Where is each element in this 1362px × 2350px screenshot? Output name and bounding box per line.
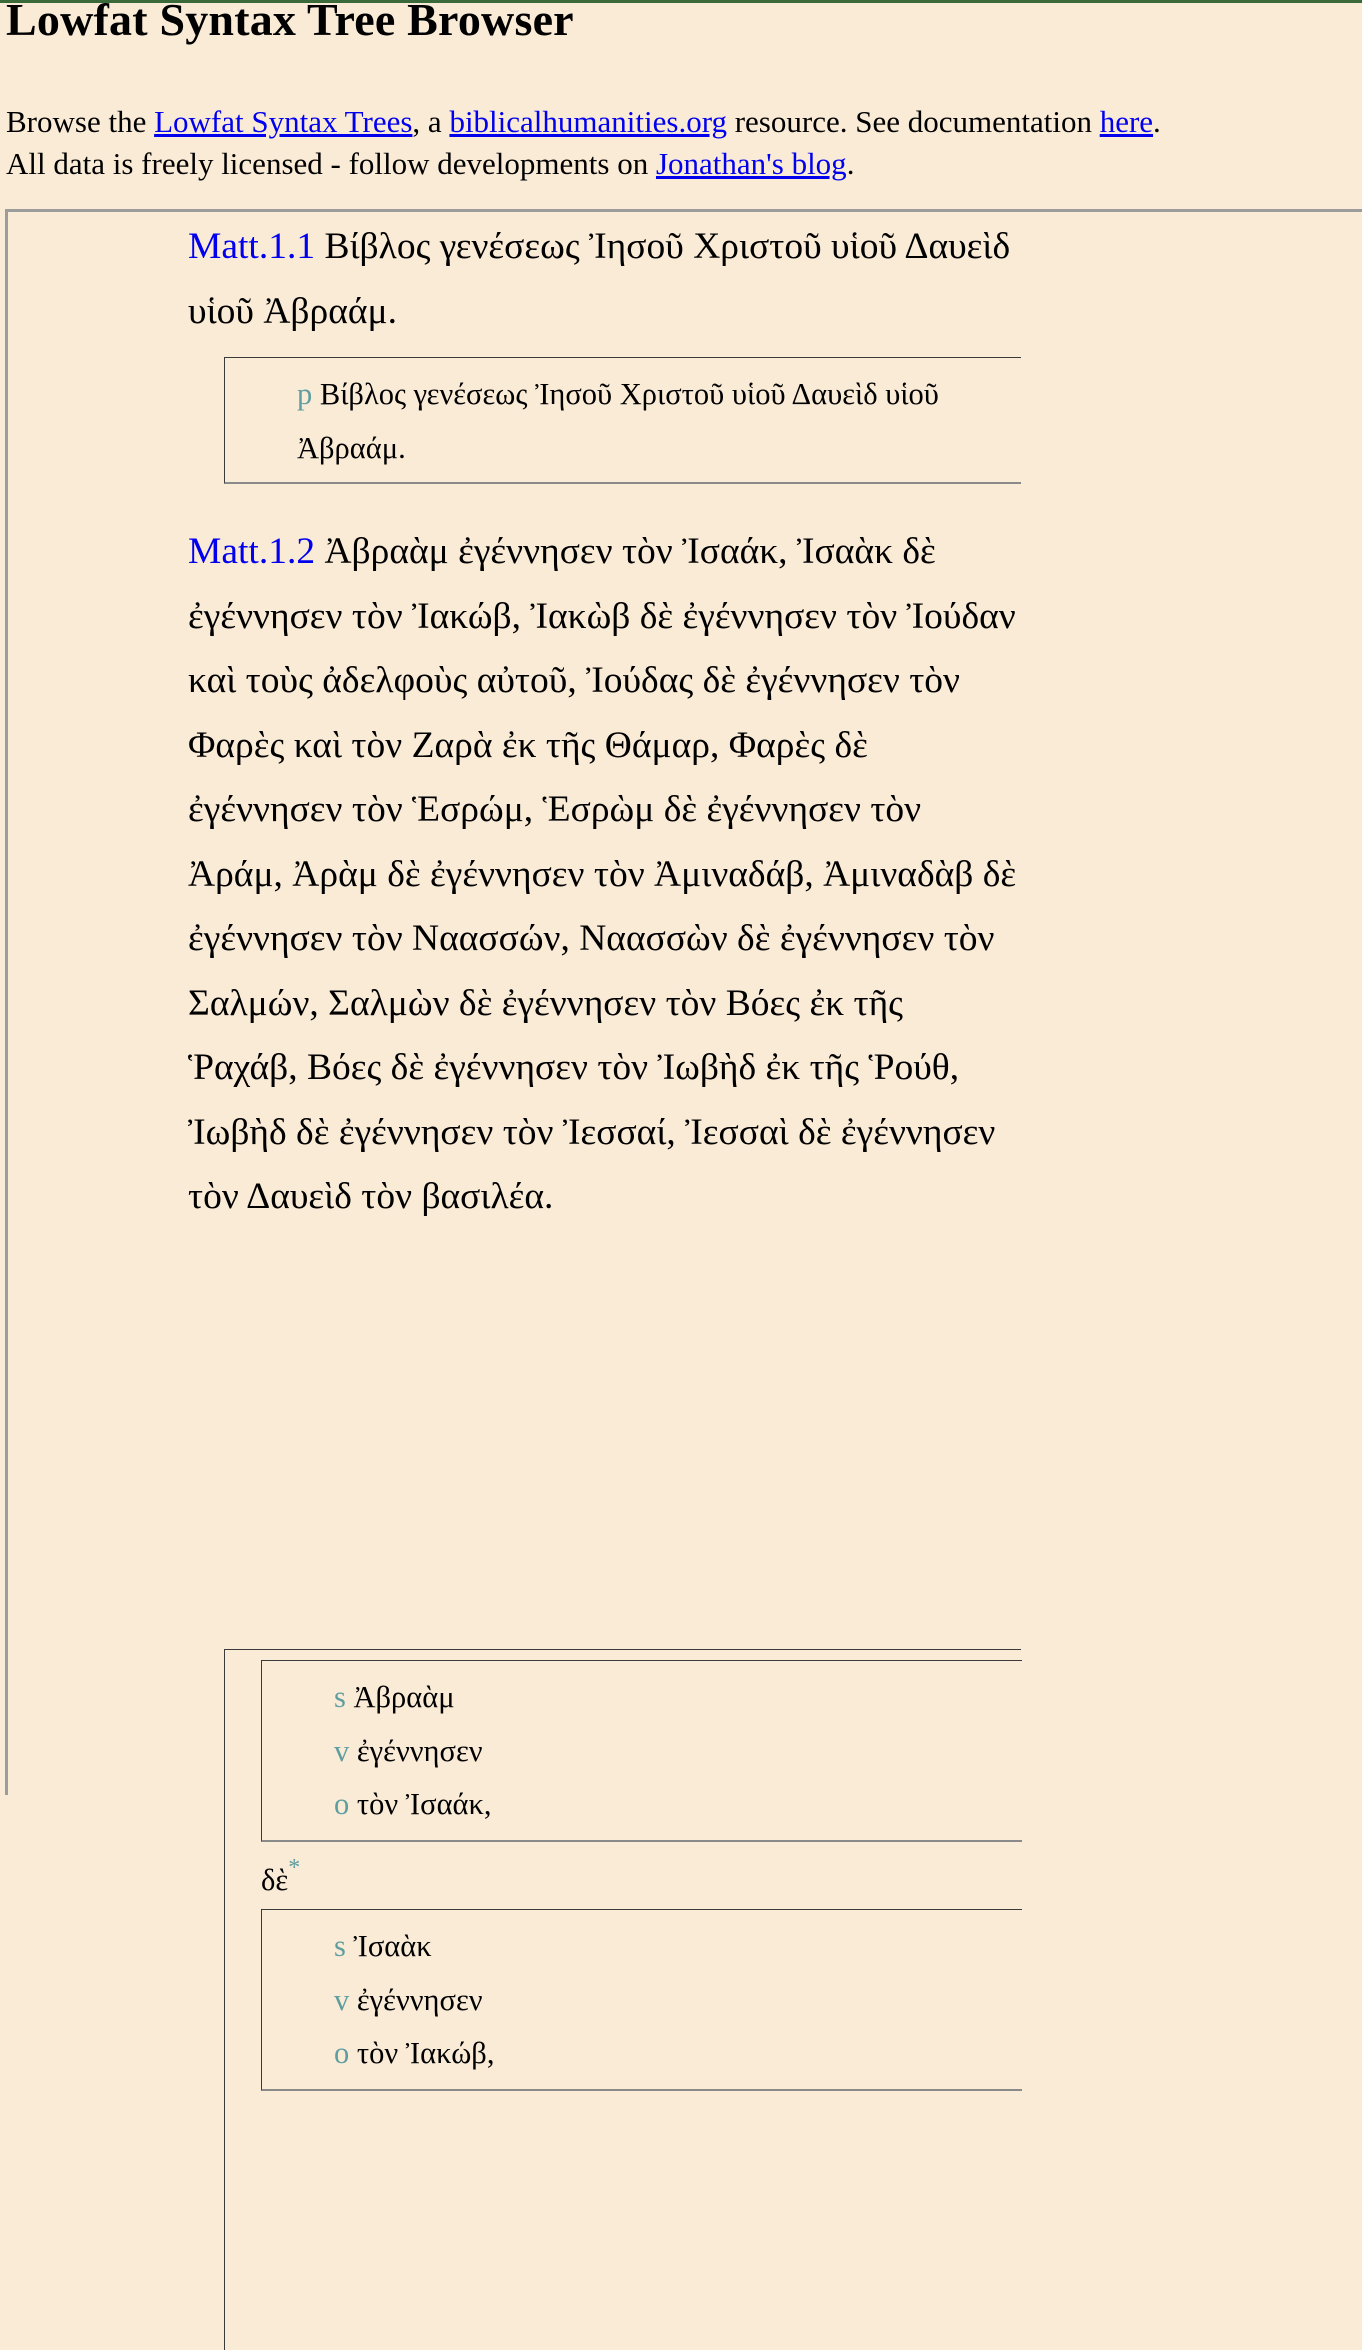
intro-text-segment: , a <box>412 104 450 139</box>
role-label: v <box>334 1733 350 1768</box>
clause-greek-text: ἐγέννησεν <box>356 1982 483 2017</box>
verse-block <box>188 520 1020 2070</box>
clause-line-verb <box>334 1725 492 1779</box>
clause-line-subject <box>334 1671 492 1725</box>
clause-greek-text: τὸν Ἰακώβ, <box>356 2036 495 2070</box>
verse-ref-link[interactable]: Matt.1.2 <box>188 531 316 572</box>
page-title: Lowfat Syntax Tree Browser <box>6 0 574 45</box>
conjunction <box>261 1846 300 1908</box>
intro-line-2 <box>6 143 1161 185</box>
role-label: p <box>297 377 313 411</box>
clause-greek-text: τὸν Ἰσαάκ, <box>356 1787 492 1821</box>
intro-text-segment: resource. See documentation <box>726 104 1100 139</box>
role-label: o <box>334 1787 350 1821</box>
role-label: s <box>334 1680 346 1714</box>
verse-text <box>188 215 1020 344</box>
asterisk-icon: * <box>288 1855 301 1881</box>
clause-line <box>297 368 997 475</box>
lowfat-syntax-trees-link[interactable]: Lowfat Syntax Trees <box>154 104 413 139</box>
clause-line-verb <box>334 1974 494 2028</box>
intro-text-segment: . <box>1153 104 1161 139</box>
role-label: s <box>334 1929 346 1963</box>
documentation-link[interactable]: here <box>1099 104 1154 139</box>
clause-group-box <box>224 1649 1021 2350</box>
role-label: o <box>334 2036 350 2070</box>
syntax-tree-container <box>5 209 1362 2070</box>
intro-line-1 <box>6 101 1161 143</box>
verse-greek-text: Βίβλος γενέσεως Ἰησοῦ Χριστοῦ υἱοῦ Δαυεὶδ υἱοῦ Ἀβραάμ. <box>188 226 1011 332</box>
clause-greek-text: ἐγέννησεν <box>356 1733 483 1768</box>
clause-lines <box>334 1671 492 1832</box>
intro-text-segment: Browse the <box>6 104 155 139</box>
clause-lines <box>334 1920 494 2081</box>
biblicalhumanities-link[interactable]: biblicalhumanities.org <box>449 104 727 139</box>
intro-text-segment: All data is freely licensed - follow developments on <box>6 146 656 181</box>
verse-block <box>188 215 1020 465</box>
intro-text-segment: . <box>846 146 855 181</box>
clause-line-object <box>334 2027 494 2081</box>
clause-box <box>261 1660 1022 1842</box>
jonathans-blog-link[interactable]: Jonathan's blog <box>655 146 847 181</box>
verse-ref-link[interactable]: Matt.1.1 <box>188 226 316 267</box>
verse-greek-text: Ἀβραὰμ ἐγέννησεν τὸν Ἰσαάκ, Ἰσαὰκ δὲ ἐγέννησεν τὸν Ἰακώβ, Ἰακὼβ δὲ ἐγέννησεν τὸν Ἰούδαν καὶ τοὺς ἀδελφοὺς αὐτοῦ, Ἰούδας δὲ ἐγέννησεν τὸν Φαρὲς καὶ τὸν Ζαρὰ ἐκ τῆς Θάμαρ, Φαρὲς δὲ ἐγέννησεν τὸν Ἑσρώμ, Ἑσρὼμ δὲ ἐγέννησεν τὸν Ἀράμ, Ἀρὰμ δὲ ἐγέννησεν τὸν Ἀμιναδάβ, Ἀμιναδὰβ δὲ ἐγέννησεν τὸν Ναασσών, Ναασσὼν δὲ ἐγέννησεν τὸν Σαλμών, Σαλμὼν δὲ ἐγέννησεν τὸν Βόες ἐκ τῆς Ῥαχάβ, Βόες δὲ ἐγέννησεν τὸν Ἰωβὴδ ἐκ τῆς Ῥούθ, Ἰωβὴδ δὲ ἐγέννησεν τὸν Ἰεσσαί, Ἰεσσαὶ δὲ ἐγέννησεν τὸν Δαυεὶδ τὸν βασιλέα. <box>188 531 1017 1217</box>
role-label: v <box>334 1982 350 2017</box>
intro-text <box>6 101 1161 185</box>
verse-text <box>188 520 1020 1230</box>
clause-greek-text: Ἰσαὰκ <box>353 1929 432 1963</box>
conjunction-text: δὲ <box>261 1863 289 1898</box>
clause-box <box>224 357 1021 484</box>
clause-line-subject <box>334 1920 494 1974</box>
clause-box <box>261 1909 1022 2091</box>
clause-line-object <box>334 1778 492 1832</box>
clause-greek-text: Βίβλος γενέσεως Ἰησοῦ Χριστοῦ υἱοῦ Δαυεὶδ υἱοῦ Ἀβραάμ. <box>297 377 939 465</box>
clause-greek-text: Ἀβραὰμ <box>353 1680 455 1714</box>
